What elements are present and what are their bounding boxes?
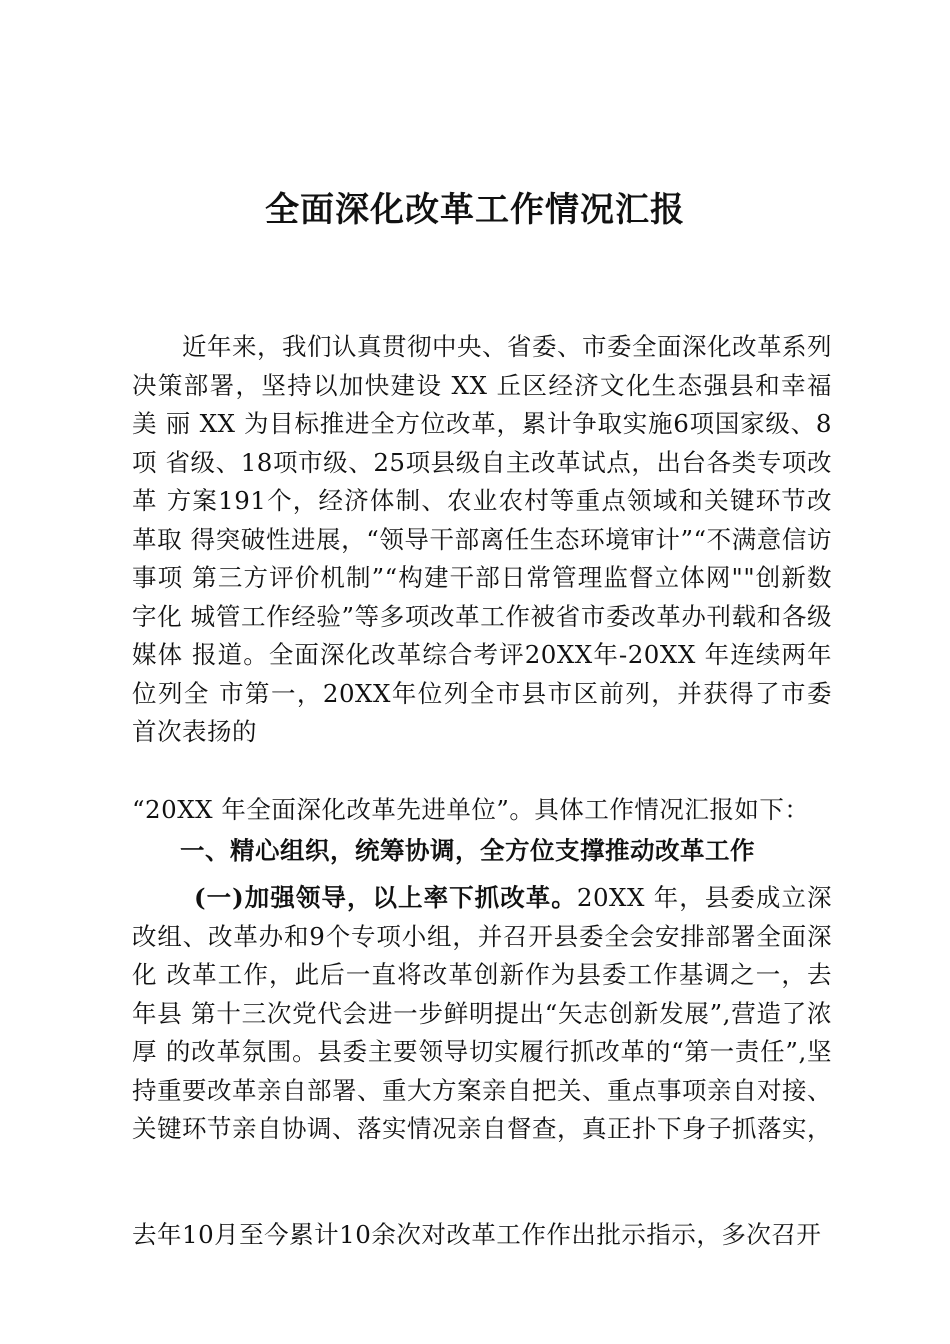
document-title: 全面深化改革工作情况汇报 xyxy=(265,190,685,230)
subsection-body: 20XX 年，县委成立深改组、改革办和9个专项小组，并召开县委全会安排部署全面深化 改革工作，此后一直将改革创新作为县委工作基调之一，去年县 第十三次党代会进一步鲜明提出“矢志创新发展”,营造了浓厚 的改革氛围。县委主要领导切实履行抓改革的“第一责任”,坚 持重要改革亲自部署、重大方案亲自把关、重点事项亲自对接、 关键环节亲自协调、落实情况亲自督查，真正扑下身子抓落实， xyxy=(132,883,832,1143)
section-heading: 一、精心组织，统筹协调，全方位支撑推动改革工作 xyxy=(180,836,755,865)
intro-paragraph: 近年来，我们认真贯彻中央、省委、市委全面深化改革系列决策部署，坚持以加快建设 XX 丘区经济文化生态强县和幸福美 丽 XX 为目标推进全方位改革，累计争取实施6项国家级、8项 省级、18项市级、25项县级自主改革试点，出台各类专项改革 方案191个，经济体制、农业农村等重点领域和关键环节改革取 得突破性进展，“领导干部离任生态环境审计”“不满意信访事项 第三方评价机制”“构建干部日常管理监督立体网""创新数字化 城管工作经验”等多项改革工作被省市委改革办刊载和各级媒体 报道。全面深化改革综合考评20XX年-20XX 年连续两年位列全 市第一，20XX年位列全市县市区前列，并获得了市委首次表扬的 xyxy=(132,332,832,746)
subsection-paragraph xyxy=(132,879,832,1149)
intro-paragraph-continued: “20XX 年全面深化改革先进单位”。具体工作情况汇报如下： xyxy=(132,795,810,824)
subsection-lead: (一)加强领导，以上率下抓改革。 xyxy=(194,883,577,912)
closing-paragraph: 去年10月至今累计10余次对改革工作作出批示指示，多次召开 xyxy=(132,1220,822,1249)
